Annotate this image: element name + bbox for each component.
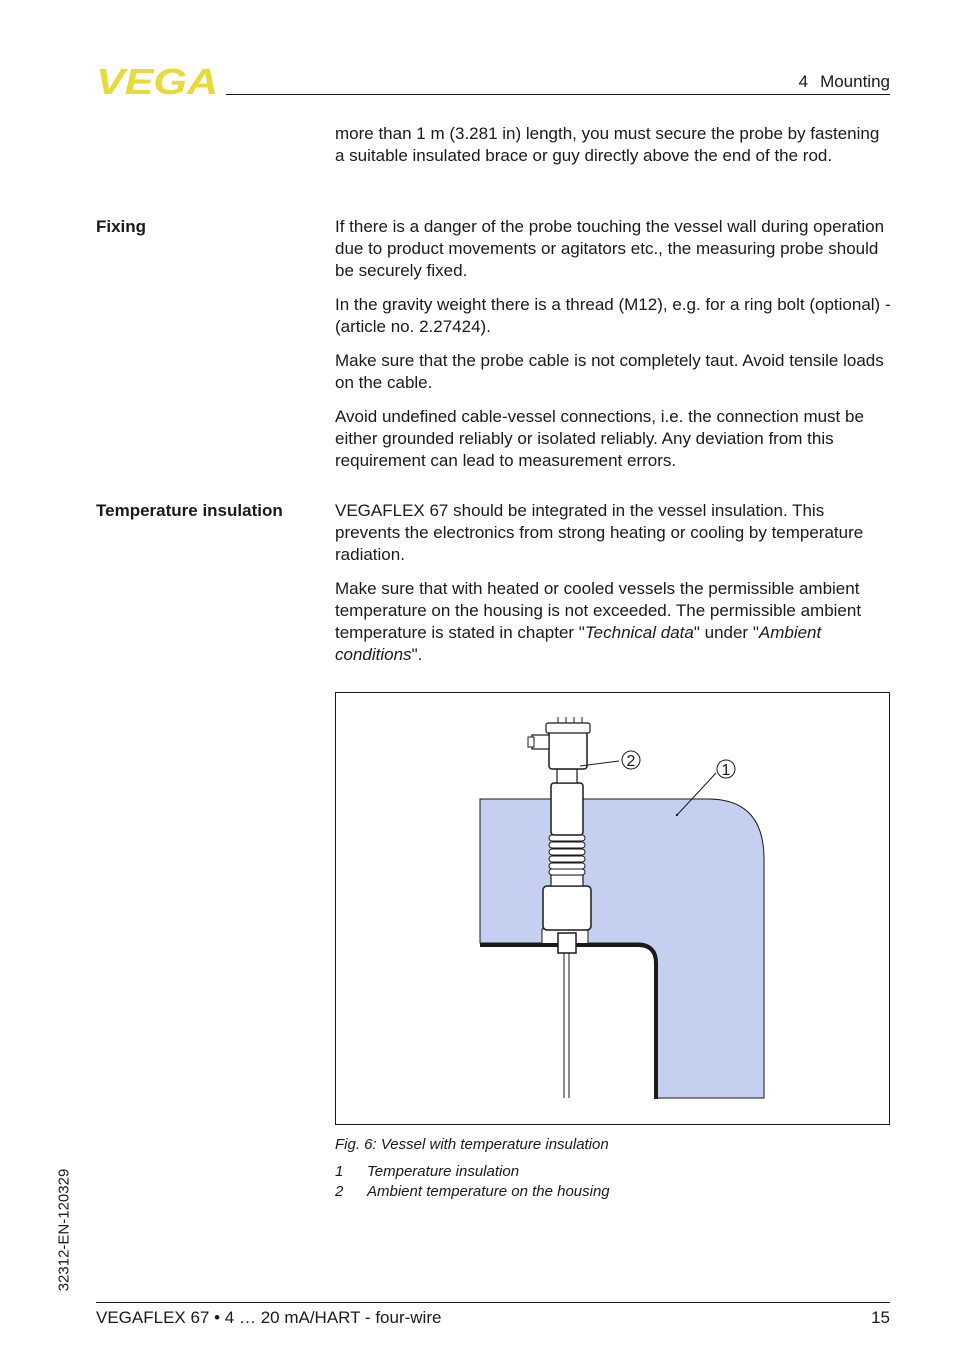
- extension-tube: [551, 783, 583, 835]
- svg-text:VEGA: VEGA: [96, 66, 218, 96]
- fixing-heading: Fixing: [96, 217, 147, 236]
- figure-caption: Fig. 6: Vessel with temperature insulation: [335, 1136, 609, 1153]
- process-fitting: [558, 933, 576, 953]
- housing-lid: [546, 723, 590, 733]
- hex-collar: [551, 875, 583, 886]
- lid-ribs: [558, 717, 582, 723]
- temperature-heading: Temperature insulation: [96, 501, 283, 520]
- temperature-text: [335, 500, 893, 666]
- fixing-paragraph-3: Make sure that the probe cable is not completely taut. Avoid tensile loads on the cable.: [335, 351, 884, 392]
- callout-label-2: 2: [626, 753, 636, 770]
- section-name: Mounting: [820, 72, 890, 91]
- neck: [557, 769, 577, 783]
- fixing-paragraph-4: Avoid undefined cable-vessel connections, i.e. the connection must be either grounded reliably or isolated reliably. Any deviation from this requirement can lead to measurement errors.: [335, 407, 864, 470]
- temperature-paragraph-2: Make sure that with heated or cooled vessels the permissible ambient temperature on the housing is not exceeded. The permissible ambient temperature is stated in chapter "Technical data" under "Ambient conditions".: [335, 579, 862, 664]
- legend-item: 1 Temperature insulation: [335, 1163, 520, 1180]
- legend-item: 2 Ambient temperature on the housing: [335, 1183, 610, 1200]
- fixing-paragraph-2: In the gravity weight there is a thread (M12), e.g. for a ring bolt (optional) - (article no. 2.27424).: [335, 295, 891, 336]
- cable-gland-nut: [528, 737, 534, 747]
- temperature-paragraph-1: VEGAFLEX 67 should be integrated in the vessel insulation. This prevents the electronics from strong heating or cooling by temperature radiation.: [335, 501, 864, 564]
- housing: [549, 731, 587, 769]
- document-code: 32312-EN-120329: [55, 1168, 73, 1292]
- footer-rule: [96, 1302, 890, 1303]
- vessel-diagram: [336, 693, 889, 1124]
- callout-label-1: 1: [721, 762, 731, 779]
- page-number: 15: [871, 1308, 890, 1327]
- insulation-layer: [480, 799, 764, 1098]
- intro-paragraph: more than 1 m (3.281 in) length, you must secure the probe by fastening a suitable insulated brace or guy directly above the end of the rod.: [335, 124, 880, 165]
- cable-gland: [532, 735, 549, 749]
- section-title: [799, 72, 890, 92]
- fixing-text: [335, 216, 893, 472]
- footer-product: VEGAFLEX 67 • 4 … 20 mA/HART - four-wire: [96, 1308, 442, 1327]
- hex-nut: [543, 886, 591, 930]
- figure-legend: [335, 1162, 610, 1202]
- vessel-wall: [480, 945, 656, 1099]
- vega-logo: [96, 66, 220, 96]
- fixing-paragraph-1: If there is a danger of the probe touching the vessel wall during operation due to product movements or agitators etc., the measuring probe should be securely fixed.: [335, 217, 885, 280]
- section-number: 4: [798, 72, 809, 91]
- cooling-fins: [549, 835, 585, 875]
- figure-vessel-insulation: [335, 692, 890, 1125]
- header-rule: [226, 94, 890, 95]
